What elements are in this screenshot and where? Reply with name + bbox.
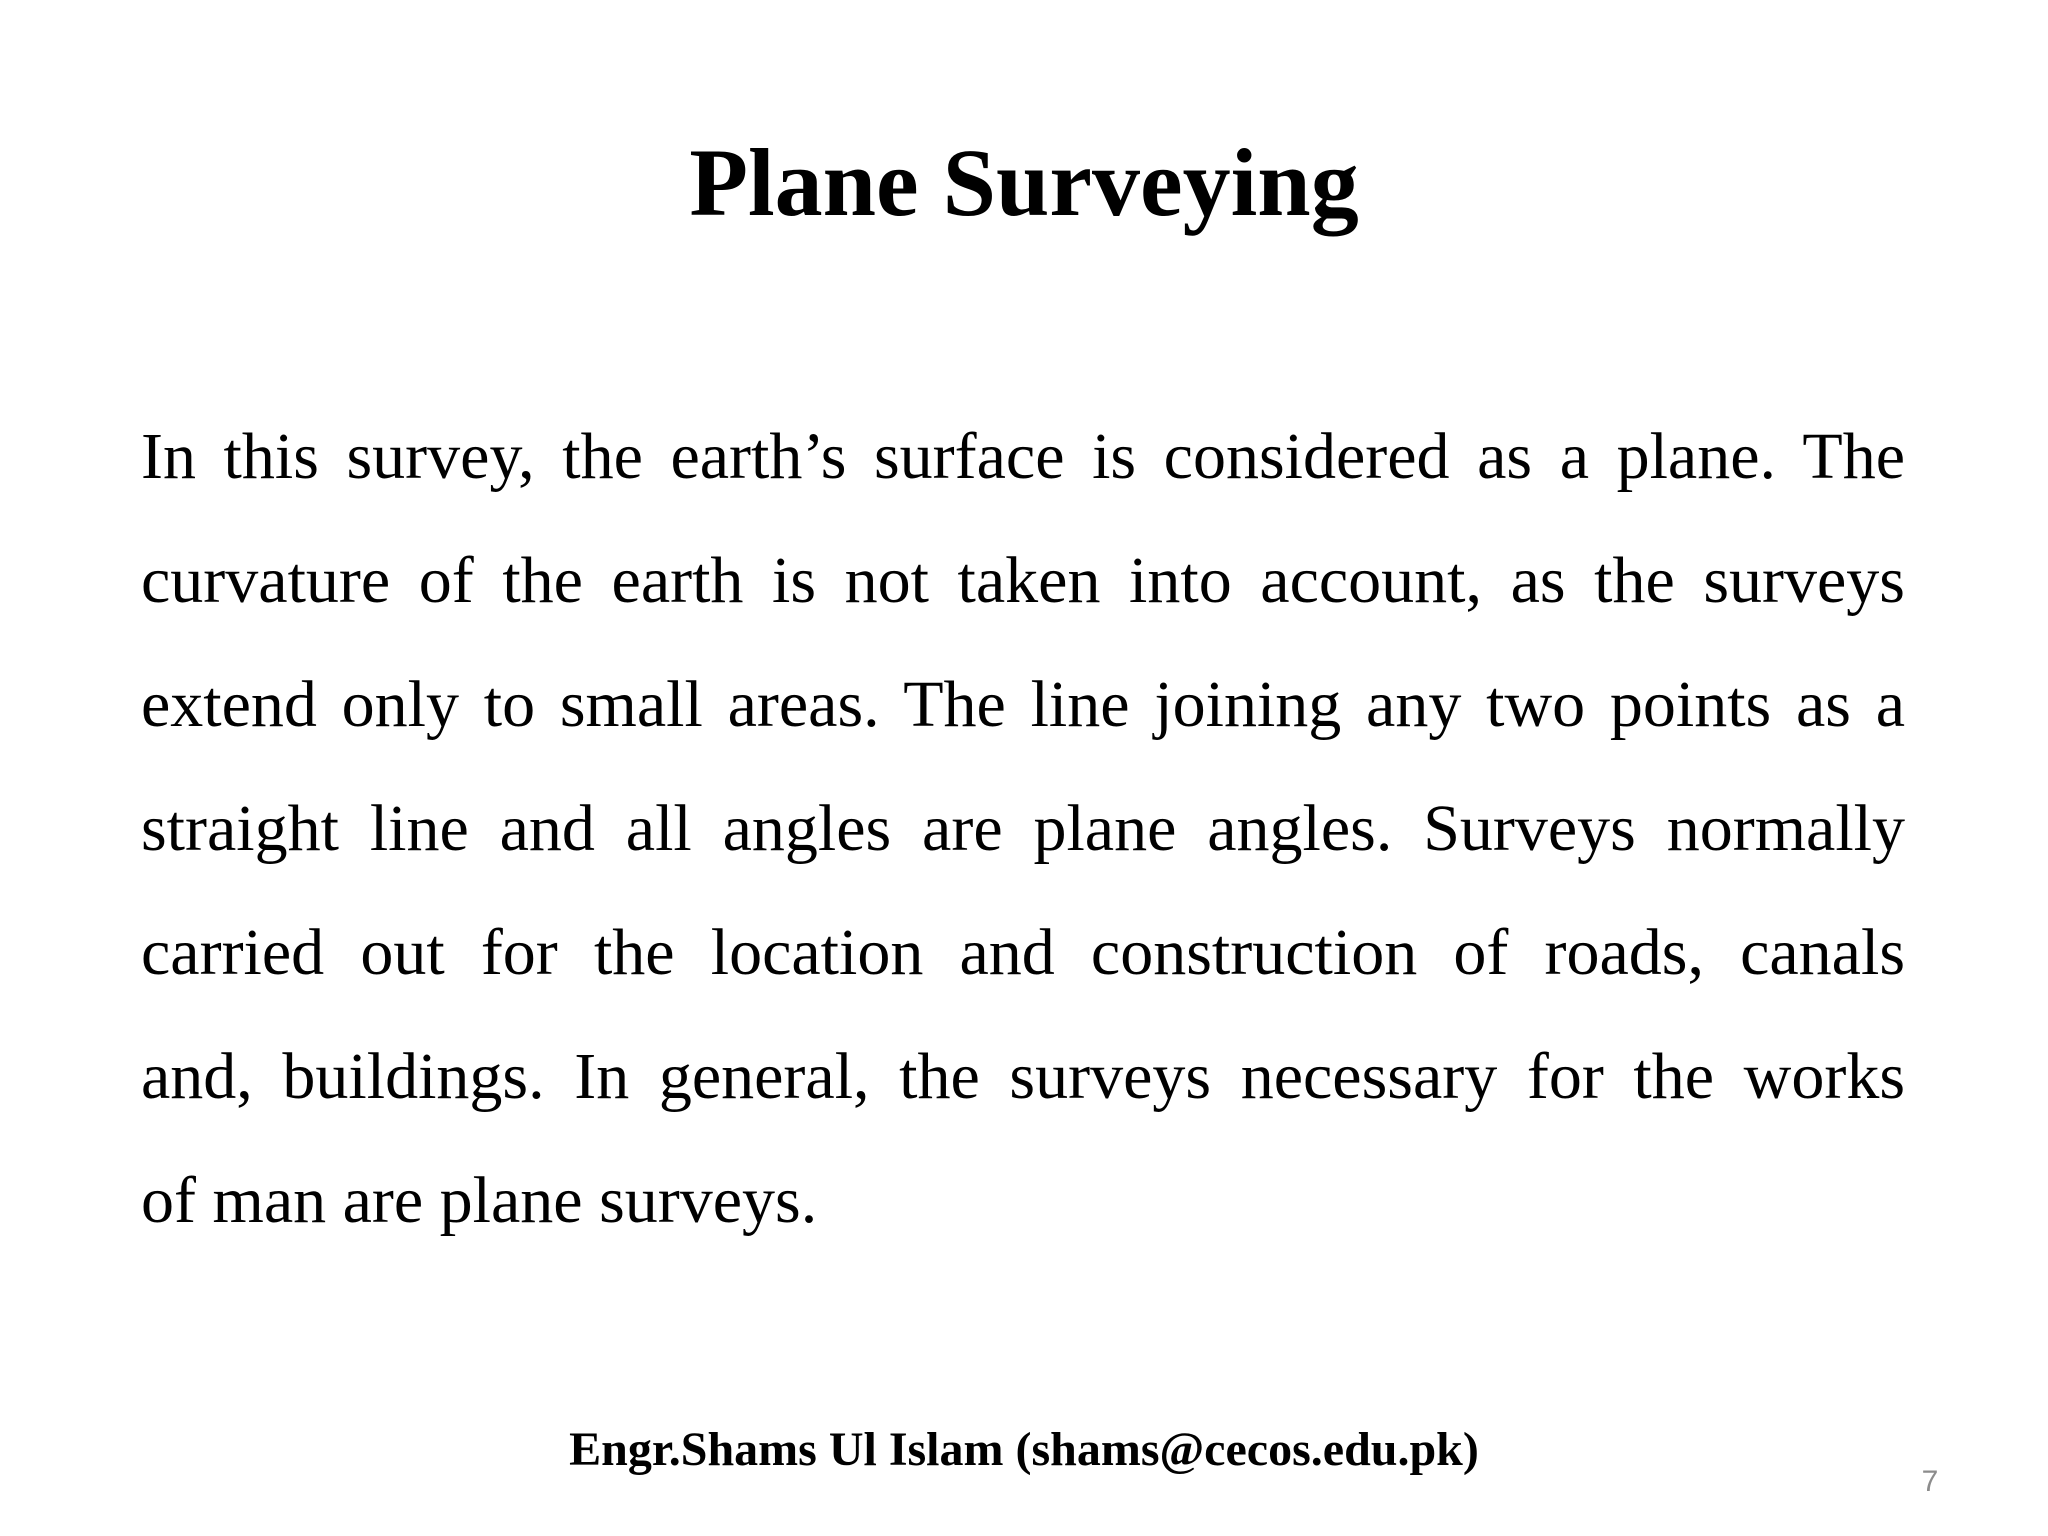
body-paragraph xyxy=(141,395,1905,1263)
body-line: of man are plane surveys. xyxy=(141,1164,818,1237)
body-line: extend only to small areas. The line joining any two points as a xyxy=(141,668,1905,741)
body-line: and, buildings. In general, the surveys necessary for the works xyxy=(141,1040,1905,1113)
page-number: 7 xyxy=(1921,1465,1939,1498)
slide-title: Plane Surveying xyxy=(689,129,1359,236)
body-line: straight line and all angles are plane angles. Surveys normally xyxy=(141,792,1905,865)
body-line: curvature of the earth is not taken into account, as the surveys xyxy=(141,544,1905,617)
body-line: carried out for the location and construction of roads, canals xyxy=(141,916,1905,989)
footer-author-email: Engr.Shams Ul Islam (shams@cecos.edu.pk) xyxy=(569,1423,1479,1476)
body-line: In this survey, the earth’s surface is considered as a plane. The xyxy=(141,420,1905,493)
